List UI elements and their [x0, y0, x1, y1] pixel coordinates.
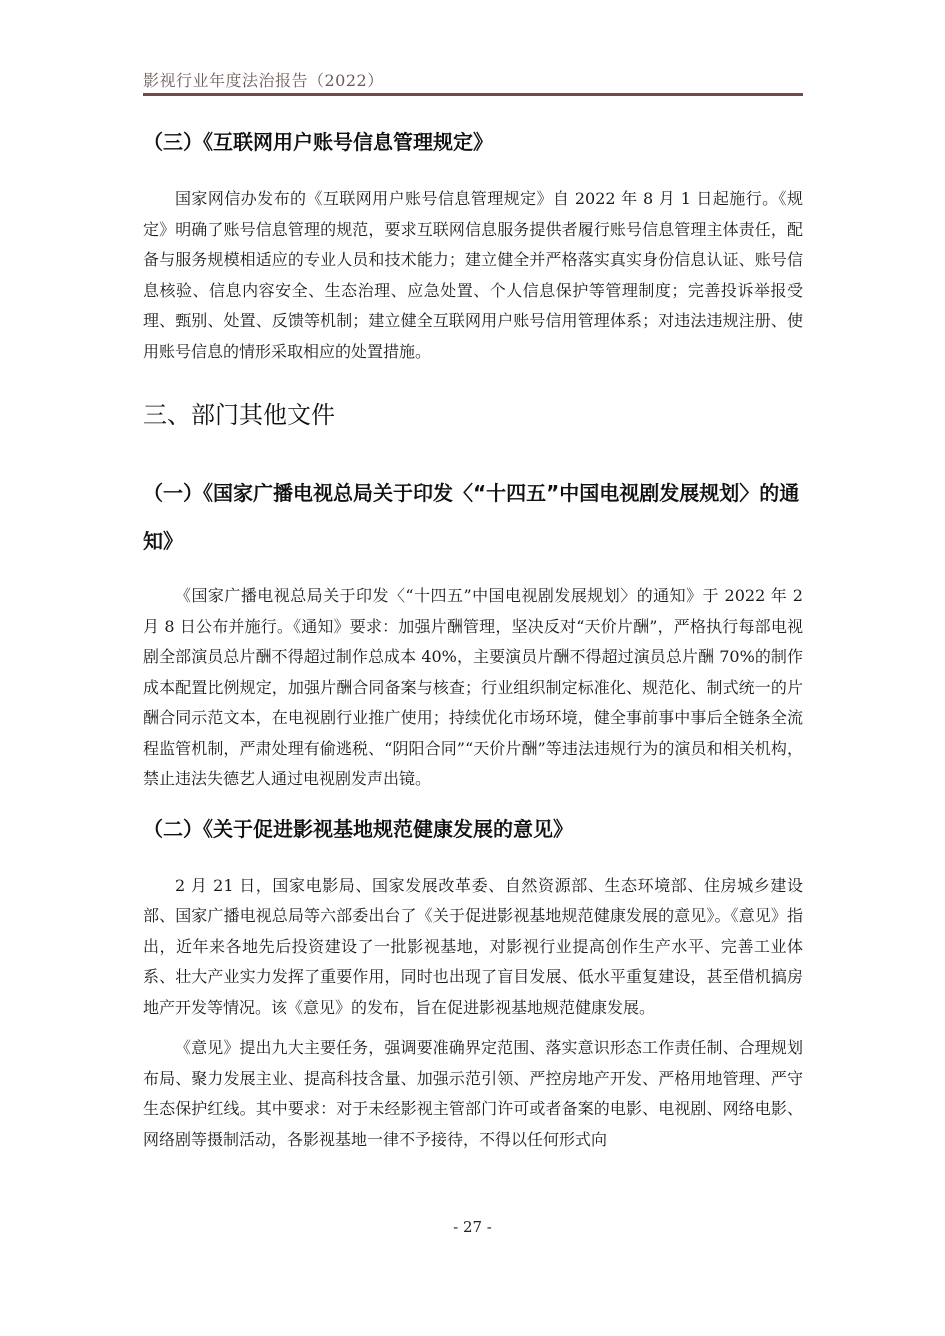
header-divider: [143, 93, 803, 96]
paragraph-tv-drama-plan-notice: 《国家广播电视总局关于印发〈“十四五”中国电视剧发展规划〉的通知》于 2022 年 2 月 8 日公布并施行。《通知》要求：加强片酬管理，坚决反对“天价片酬”，严格执行每部电视剧全部演员总片酬不得超过制作总成本 40%，主要演员片酬不得超过演员总片酬 70%的制作成本配置比例规定，加强片酬合同备案与核查；行业组织制定标准化、规范化、制式统一的片酬合同示范文本，在电视剧行业推广使用；持续优化市场环境，健全事前事中事后全链条全流程监管机制，严肃处理有偷逃税、“阴阳合同”“天价片酬”等违法违规行为的演员和相关机构，禁止违法失德艺人通过电视剧发声出镜。: [143, 586, 803, 788]
subsection-title-tv-drama-plan-notice: （一）《国家广播电视总局关于印发〈“十四五”中国电视剧发展规划〉的通知》: [143, 481, 800, 553]
paragraph-film-base-opinions-2: 《意见》提出九大主要任务，强调要准确界定范围、落实意识形态工作责任制、合理规划布局、聚力发展主业、提高科技含量、加强示范引领、严控房地产开发、严格用地管理、严守生态保护红线。其中要求：对于未经影视主管部门许可或者备案的电影、电视剧、网络电影、网络剧等摄制活动，各影视基地一律不予接待，不得以任何形式向: [143, 1038, 803, 1149]
subsection-title-film-base-opinions: （二）《关于促进影视基地规范健康发展的意见》: [143, 816, 573, 841]
page-number: - 27 -: [453, 1218, 492, 1236]
subsection-title-account-info-rules: （三）《互联网用户账号信息管理规定》: [143, 130, 493, 154]
document-body: [143, 118, 803, 1155]
running-header-title: 影视行业年度法治报告（2022）: [143, 71, 384, 90]
paragraph-film-base-opinions-1: 2 月 21 日，国家电影局、国家发展改革委、自然资源部、生态环境部、住房城乡建设部、国家广播电视总局等六部委出台了《关于促进影视基地规范健康发展的意见》。《意见》指出，近年来各地先后投资建设了一批影视基地，对影视行业提高创作生产水平、完善工业体系、壮大产业实力发挥了重要作用，同时也出现了盲目发展、低水平重复建设，甚至借机搞房地产开发等情况。该《意见》的发布，旨在促进影视基地规范健康发展。: [143, 875, 803, 1017]
paragraph-account-info-rules: 国家网信办发布的《互联网用户账号信息管理规定》自 2022 年 8 月 1 日起施行。《规定》明确了账号信息管理的规范，要求互联网信息服务提供者履行账号信息管理主体责任，配备与服务规模相适应的专业人员和技术能力；建立健全并严格落实真实身份信息认证、账号信息核验、信息内容安全、生态治理、应急处置、个人信息保护等管理制度；完善投诉举报受理、甄别、处置、反馈等机制；建立健全互联网用户账号信用管理体系；对违法违规注册、使用账号信息的情形采取相应的处置措施。: [143, 189, 803, 361]
section-title-other-documents: 三、部门其他文件: [143, 401, 335, 429]
